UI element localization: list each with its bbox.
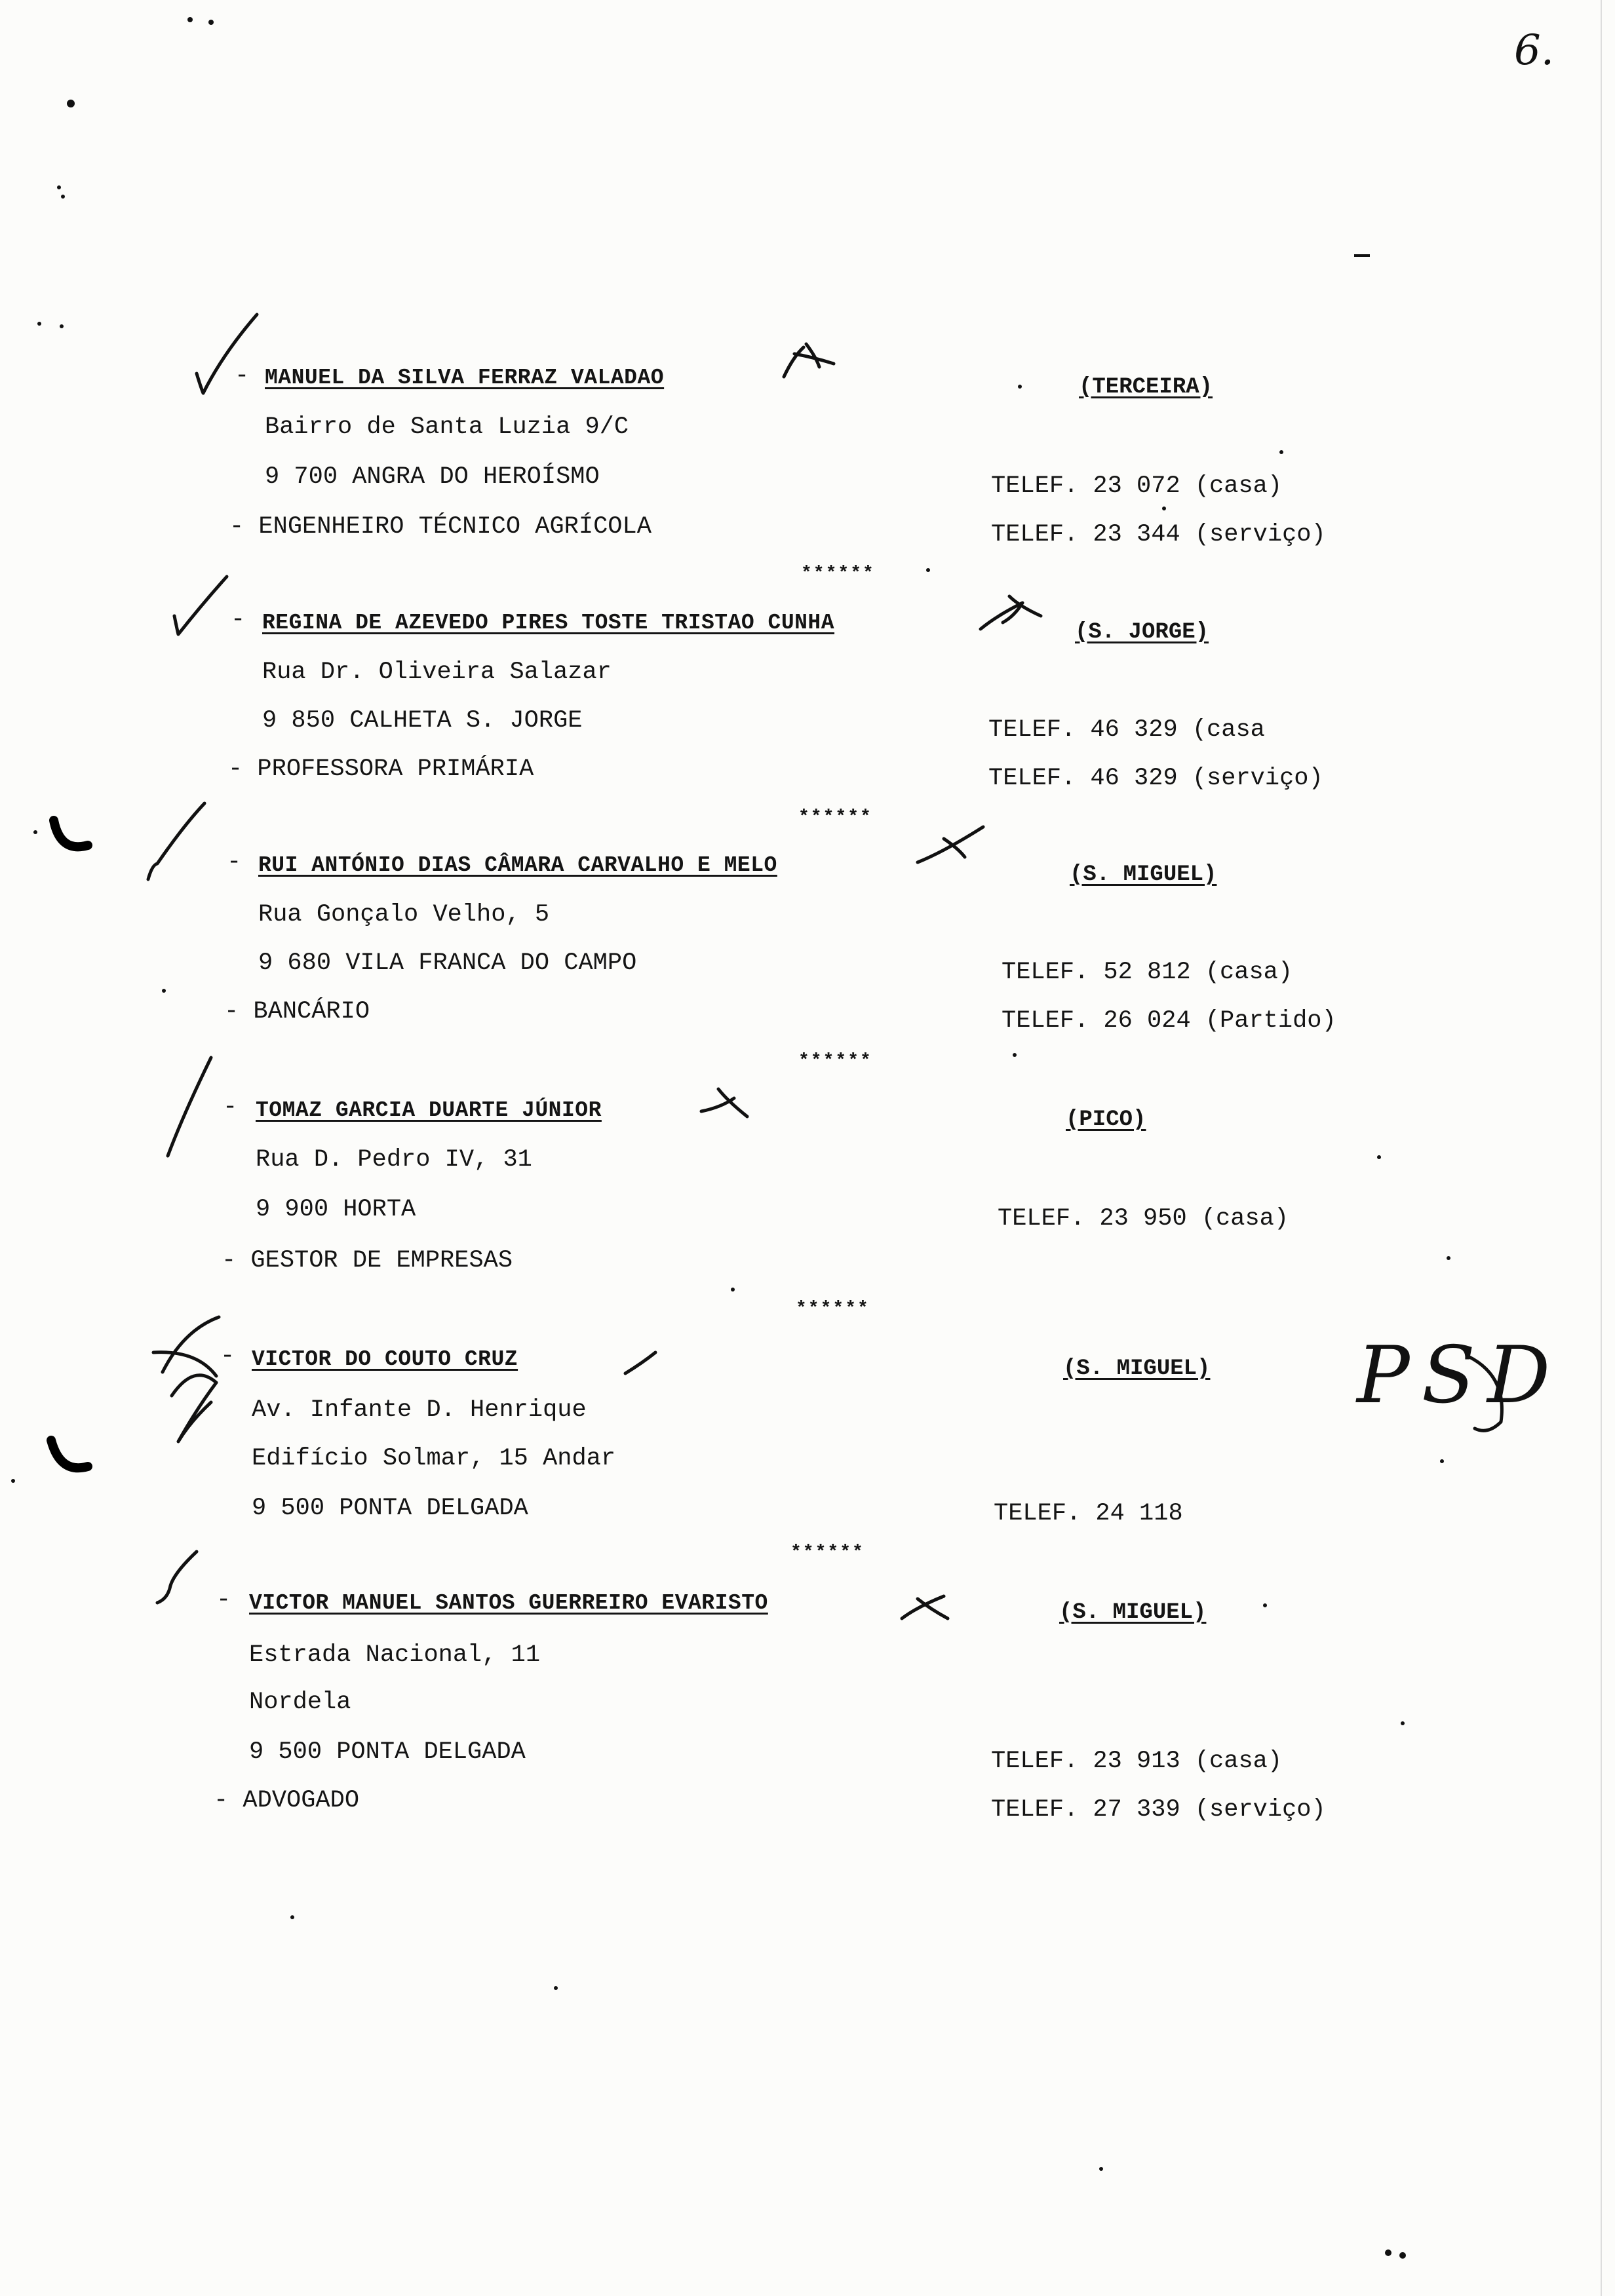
check-mark-icon: [148, 803, 204, 879]
entry-profession: - ENGENHEIRO TÉCNICO AGRÍCOLA: [229, 513, 652, 541]
entry-postal: 9 900 HORTA: [256, 1196, 416, 1223]
cross-mark-icon: [918, 827, 983, 862]
entry-address: Edifício Solmar, 15 Andar: [252, 1445, 616, 1472]
entry-dash: -: [223, 1094, 238, 1121]
entry-postal: 9 850 CALHETA S. JORGE: [262, 707, 583, 735]
entry-address: Av. Infante D. Henrique: [252, 1396, 587, 1424]
entry-island: (PICO): [1066, 1107, 1146, 1132]
entry-phone: TELEF. 23 950 (casa): [998, 1205, 1289, 1233]
entry-island: (S. MIGUEL): [1059, 1600, 1207, 1625]
entry-postal: 9 500 PONTA DELGADA: [249, 1738, 526, 1766]
entry-address: Rua Dr. Oliveira Salazar: [262, 659, 612, 686]
entry-dash: -: [216, 1586, 231, 1614]
entry-dash: -: [235, 362, 250, 390]
entry-phone: TELEF. 46 329 (casa: [988, 716, 1265, 744]
separator: ******: [798, 807, 872, 828]
entry-postal: 9 680 VILA FRANCA DO CAMPO: [258, 949, 637, 977]
entry-name: VICTOR MANUEL SANTOS GUERREIRO EVARISTO: [249, 1591, 768, 1615]
entry-name: VICTOR DO COUTO CRUZ: [252, 1347, 518, 1371]
entry-phone: TELEF. 23 913 (casa): [991, 1748, 1283, 1775]
cross-mark-icon: [784, 344, 834, 377]
entry-phone: TELEF. 46 329 (serviço): [988, 765, 1323, 792]
psd-annotation: PSD: [1357, 1330, 1563, 1421]
cross-mark-icon: [981, 596, 1041, 629]
entry-postal: 9 500 PONTA DELGADA: [252, 1495, 528, 1522]
entry-profession: - GESTOR DE EMPRESAS: [222, 1247, 513, 1274]
check-mark-icon: [197, 315, 257, 393]
entry-dash: -: [231, 606, 246, 634]
entry-profession: - BANCÁRIO: [224, 998, 370, 1025]
separator: ******: [801, 564, 875, 584]
entry-phone: TELEF. 52 812 (casa): [1002, 959, 1293, 986]
check-mark-icon: [174, 577, 227, 634]
cross-mark-icon: [902, 1596, 948, 1618]
entry-phone: TELEF. 23 344 (serviço): [991, 521, 1326, 548]
entry-name: TOMAZ GARCIA DUARTE JÚNIOR: [256, 1098, 602, 1122]
separator: ******: [796, 1299, 870, 1319]
entry-profession: - PROFESSORA PRIMÁRIA: [228, 756, 534, 783]
check-mark-icon: [157, 1552, 197, 1603]
entry-phone: TELEF. 26 024 (Partido): [1002, 1007, 1336, 1035]
entry-phone: TELEF. 24 118: [994, 1500, 1183, 1527]
page-number: 6.: [1514, 26, 1555, 75]
entry-address: Rua Gonçalo Velho, 5: [258, 901, 550, 928]
entry-phone: TELEF. 23 072 (casa): [991, 472, 1283, 500]
separator: ******: [798, 1051, 872, 1071]
entry-address: Rua D. Pedro IV, 31: [256, 1146, 532, 1174]
entry-phone: TELEF. 27 339 (serviço): [991, 1796, 1326, 1824]
psd-bracket-icon: [1468, 1356, 1502, 1430]
entry-name: MANUEL DA SILVA FERRAZ VALADAO: [265, 366, 665, 390]
entry-address: Bairro de Santa Luzia 9/C: [265, 413, 629, 441]
entry-name: RUI ANTÓNIO DIAS CÂMARA CARVALHO E MELO: [258, 853, 777, 877]
entry-address: Nordela: [249, 1689, 351, 1716]
check-mark-icon: [168, 1058, 211, 1156]
cross-mark-icon: [701, 1089, 747, 1117]
entry-profession: - ADVOGADO: [214, 1787, 360, 1814]
entry-name: REGINA DE AZEVEDO PIRES TOSTE TRISTAO CUNHA: [262, 611, 835, 635]
entry-island: (TERCEIRA): [1079, 375, 1213, 400]
binder-hole-icon: [51, 820, 88, 1468]
entry-dash: -: [220, 1343, 235, 1370]
separator: ******: [790, 1542, 865, 1563]
entry-island: (S. MIGUEL): [1063, 1356, 1211, 1381]
scribble-icon: [153, 1317, 219, 1442]
entry-address: Estrada Nacional, 11: [249, 1641, 541, 1669]
entry-dash: -: [227, 849, 242, 876]
entry-postal: 9 700 ANGRA DO HEROÍSMO: [265, 463, 600, 491]
entry-island: (S. JORGE): [1075, 620, 1209, 645]
entry-island: (S. MIGUEL): [1070, 862, 1217, 887]
slash-mark-icon: [625, 1352, 655, 1373]
